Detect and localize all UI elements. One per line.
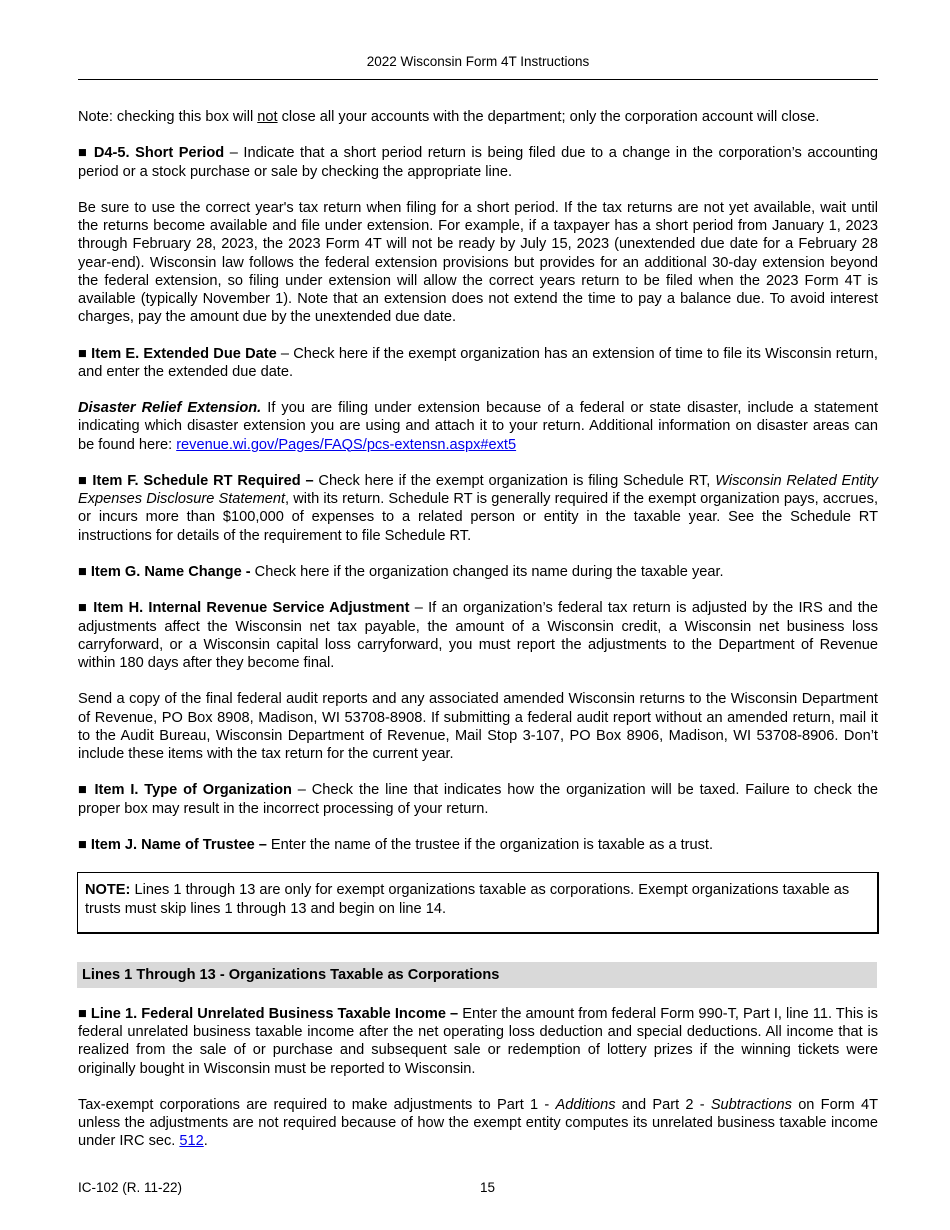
section-heading: Lines 1 Through 13 - Organizations Taxable as Corporations bbox=[77, 962, 877, 988]
item-heading: ■ Item G. Name Change - bbox=[78, 563, 251, 580]
text: – If an organization’s federal tax return is adjusted by the IRS and the adjustments affect the Wisconsin net tax payable, the amount of a Wisconsin credit, a Wisconsin net business loss carryforward, or a Wisconsin capital loss carryforward, you must report the adjustments to the Department of Revenue within 180 days after they become final. bbox=[78, 600, 878, 671]
emphasis: not bbox=[257, 109, 278, 125]
short-period-paragraph bbox=[78, 144, 878, 180]
text: Enter the name of the trustee if the organization is taxable as a trust. bbox=[266, 836, 714, 853]
text: – Check the line that indicates how the organization will be taxed. Failure to check the proper box may result in the incorrect processing of your return. bbox=[78, 782, 878, 817]
page-content bbox=[78, 108, 878, 1169]
item-heading: ■ Item F. Schedule RT Required – bbox=[78, 472, 314, 489]
item-heading: ■ Item I. Type of Organization bbox=[78, 782, 292, 799]
irc-512-link[interactable]: 512 bbox=[179, 1133, 204, 1150]
item-g-paragraph bbox=[78, 563, 878, 581]
text: – Indicate that a short period return is being filed due to a change in the corporation’s accounting period or a stock purchase or sale by checking the appropriate line. bbox=[78, 145, 878, 180]
item-e-paragraph bbox=[78, 345, 878, 381]
item-heading: ■ D4-5. Short Period bbox=[78, 145, 225, 162]
note-box bbox=[77, 872, 879, 933]
emphasis: Additions bbox=[555, 1096, 616, 1113]
emphasis: Subtractions bbox=[710, 1096, 792, 1113]
page-header: 2022 Wisconsin Form 4T Instructions bbox=[366, 54, 590, 69]
item-heading: ■ Line 1. Federal Unrelated Business Taxable Income – bbox=[78, 1005, 459, 1022]
item-j-paragraph bbox=[78, 836, 878, 854]
short-period-details: Be sure to use the correct year's tax return when filing for a short period. If the tax returns are not yet available, wait until the returns become available and file under extension. For example, if a taxpayer has a short period from January 1, 2023 through February 28, 2023, the 2023 Form 4T will not be ready by July 15, 2023 (unextended due date for a February 28 year-end). Wisconsin law follows the federal extension provisions but provides for an additional 30-day extension beyond the federal extension, so filing under extension will allow the correct years return to be filed when the 2023 Form 4T is available (typically November 1). Note that an extension does not extend the time to pay a balance due. To avoid interest charges, pay the amount due by the unextended due date. bbox=[78, 199, 878, 326]
page-number: 15 bbox=[480, 1180, 496, 1195]
form-title: Wisconsin Related Entity Expenses Disclosure Statement bbox=[78, 472, 879, 508]
text: – Check here if the exempt organization has an extension of time to file its Wisconsin return, and enter the extended due date. bbox=[78, 345, 878, 380]
item-i-paragraph bbox=[78, 781, 878, 817]
text: Check here if the organization changed its name during the taxable year. bbox=[250, 563, 724, 580]
note-text: Lines 1 through 13 are only for exempt organizations taxable as corporations. Exempt organizations taxable as trusts must skip lines 1 through 13 and begin on line 14. bbox=[85, 882, 850, 917]
audit-report-paragraph: Send a copy of the final federal audit reports and any associated amended Wisconsin returns to the Wisconsin Department of Revenue, PO Box 8908, Madison, WI 53708-8908. If submitting a federal audit report without an amended return, mail it to the Audit Bureau, Wisconsin Department of Revenue, Mail Stop 3-107, PO Box 8906, Madison, WI 53708-8906. Don’t include these items with the tax return for the current year. bbox=[78, 691, 878, 762]
text: on Form 4T unless the adjustments are not required because of how the exempt entity computes its unrelated business taxable income under IRC sec. bbox=[78, 1096, 878, 1150]
item-heading: Disaster Relief Extension. bbox=[78, 400, 262, 417]
text: Tax-exempt corporations are required to make adjustments to Part 1 - bbox=[78, 1096, 556, 1113]
line-1-paragraph bbox=[78, 1005, 878, 1078]
form-number: IC-102 (R. 11-22) bbox=[78, 1180, 183, 1195]
text: close all your accounts with the department; only the corporation account will close. bbox=[277, 109, 820, 125]
text: and Part 2 - bbox=[615, 1096, 711, 1113]
note-label: NOTE: bbox=[85, 882, 131, 899]
disaster-relief-paragraph bbox=[78, 399, 878, 454]
checkbox-note bbox=[78, 108, 878, 126]
adjustments-paragraph bbox=[78, 1096, 878, 1151]
item-heading: ■ Item E. Extended Due Date bbox=[78, 345, 277, 362]
text: Enter the amount from federal Form 990-T, Part I, line 11. This is federal unrelated business taxable income after the net operating loss deduction and special deductions. All income that is realized from the sale of or purchase and subsequent sale or redemption of lottery prizes if the winning tickets were originally bought in Wisconsin must be reported to Wisconsin. bbox=[78, 1005, 878, 1077]
item-f-paragraph bbox=[78, 472, 878, 545]
item-heading: ■ Item J. Name of Trustee – bbox=[78, 836, 267, 853]
disaster-info-link[interactable]: revenue.wi.gov/Pages/FAQS/pcs-extensn.aspx#ext5 bbox=[176, 436, 517, 453]
text: , with its return. Schedule RT is generally required if the exempt organization pays, accrues, or incurs more than $100,000 of expenses to a related person or entity in the taxable year. See the Schedule RT instructions for details of the requirement to file Schedule RT. bbox=[78, 491, 879, 544]
item-heading: ■ Item H. Internal Revenue Service Adjustment bbox=[78, 600, 410, 617]
text: Check here if the exempt organization is filing Schedule RT, bbox=[313, 472, 716, 489]
text: Note: checking this box will bbox=[78, 109, 258, 125]
text: If you are filing under extension because of a federal or state disaster, include a statement indicating which disaster extension you are using and attach it to your return. Additional information on disaster areas can be found here: bbox=[78, 400, 878, 453]
text: . bbox=[203, 1133, 208, 1150]
header-rule bbox=[78, 79, 878, 80]
item-h-paragraph bbox=[78, 599, 878, 672]
